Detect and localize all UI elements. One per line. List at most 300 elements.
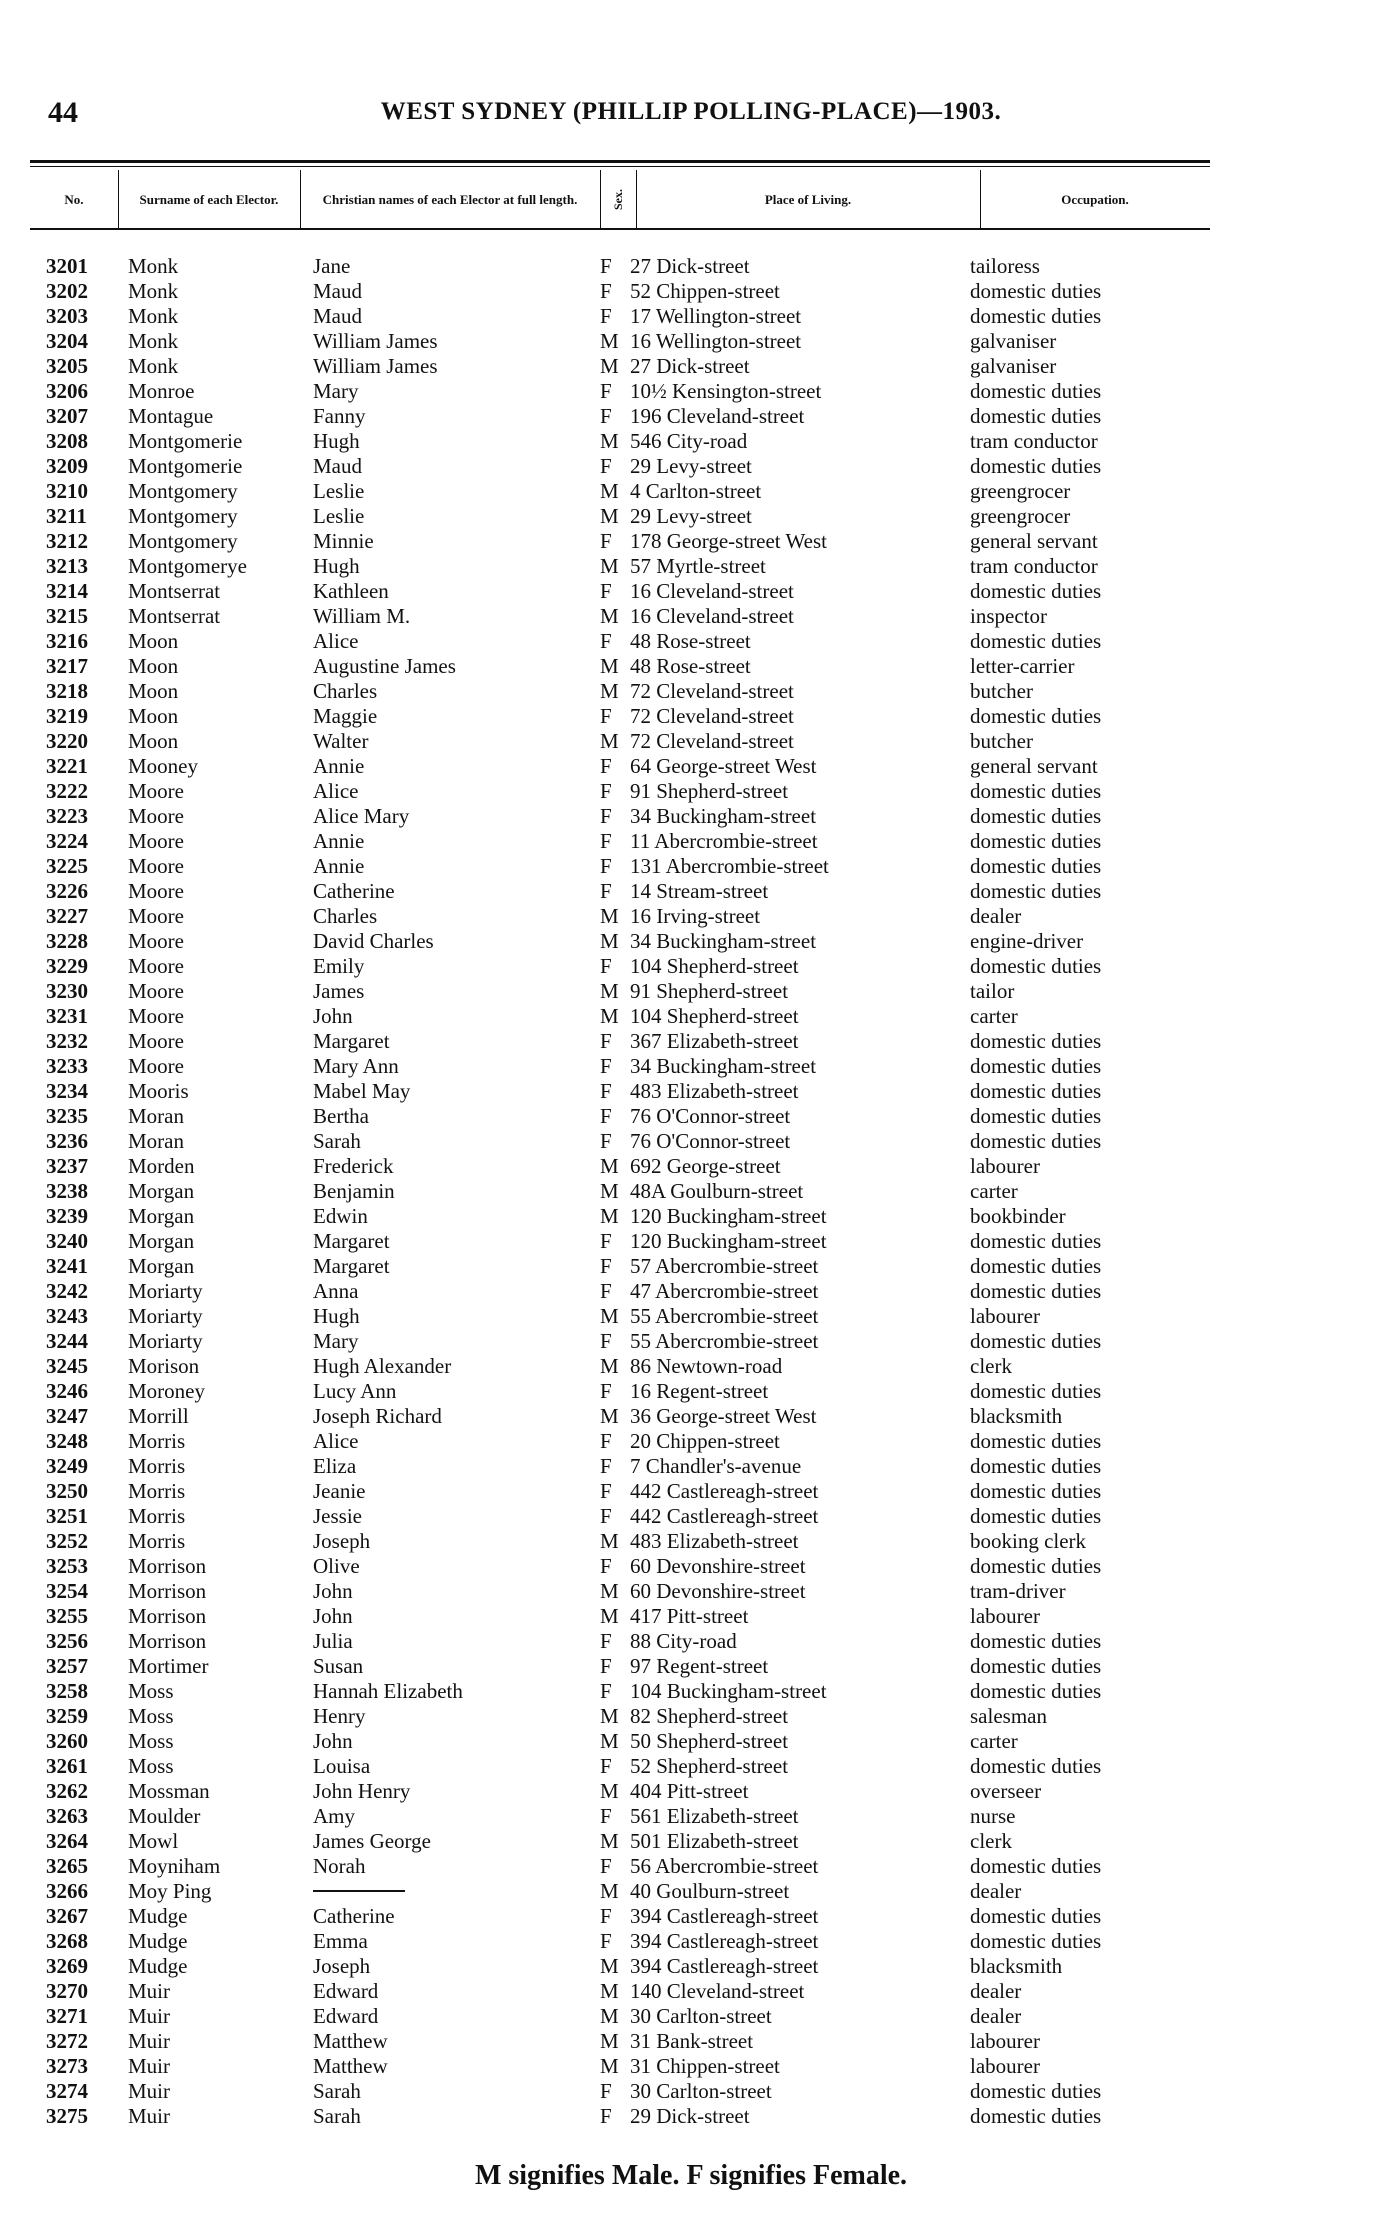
elector-sex: F xyxy=(600,379,612,403)
elector-surname: Morrison xyxy=(128,1579,207,1603)
table-row xyxy=(0,954,1382,979)
elector-surname: Monk xyxy=(128,354,179,378)
elector-occupation: butcher xyxy=(970,729,1033,753)
elector-number: 3269 xyxy=(46,1954,88,1978)
elector-christian-names: Jane xyxy=(313,254,351,278)
elector-place-of-living: 16 Wellington-street xyxy=(630,329,802,353)
elector-christian-names: Sarah xyxy=(313,2104,361,2128)
elector-christian-names: Edward xyxy=(313,2004,379,2028)
elector-occupation: domestic duties xyxy=(970,1679,1102,1703)
elector-occupation: domestic duties xyxy=(970,1054,1102,1078)
elector-surname: Monk xyxy=(128,254,179,278)
elector-sex: M xyxy=(600,1529,619,1553)
elector-christian-names: Joseph xyxy=(313,1954,371,1978)
elector-surname: Moore xyxy=(128,904,184,928)
elector-surname: Morris xyxy=(128,1529,186,1553)
elector-sex: M xyxy=(600,2029,619,2053)
elector-sex: M xyxy=(600,554,619,578)
elector-place-of-living: 48 Rose-street xyxy=(630,654,751,678)
elector-christian-names: Henry xyxy=(313,1704,366,1728)
table-row xyxy=(0,1604,1382,1629)
elector-place-of-living: 97 Regent-street xyxy=(630,1654,769,1678)
elector-place-of-living: 31 Chippen-street xyxy=(630,2054,780,2078)
elector-christian-names: Catherine xyxy=(313,1904,395,1928)
table-row xyxy=(0,1929,1382,1954)
table-row xyxy=(0,1204,1382,1229)
elector-number: 3228 xyxy=(46,929,88,953)
elector-sex: F xyxy=(600,1429,612,1453)
elector-number: 3236 xyxy=(46,1129,88,1153)
elector-christian-names: Maud xyxy=(313,454,362,478)
elector-occupation: letter-carrier xyxy=(970,654,1075,678)
elector-sex: F xyxy=(600,704,612,728)
table-row xyxy=(0,254,1382,279)
table-header xyxy=(30,170,1210,230)
elector-surname: Moore xyxy=(128,854,184,878)
elector-sex: M xyxy=(600,354,619,378)
table-row xyxy=(0,1304,1382,1329)
elector-number: 3262 xyxy=(46,1779,88,1803)
elector-christian-names: Annie xyxy=(313,854,365,878)
elector-sex: F xyxy=(600,1279,612,1303)
elector-sex: F xyxy=(600,1029,612,1053)
elector-occupation: tram conductor xyxy=(970,429,1098,453)
elector-christian-names: Walter xyxy=(313,729,369,753)
elector-christian-names: Emily xyxy=(313,954,365,978)
elector-occupation: domestic duties xyxy=(970,2079,1102,2103)
elector-sex: M xyxy=(600,1829,619,1853)
elector-place-of-living: 120 Buckingham-street xyxy=(630,1204,827,1228)
elector-surname: Morgan xyxy=(128,1204,195,1228)
elector-place-of-living: 692 George-street xyxy=(630,1154,781,1178)
elector-sex: F xyxy=(600,404,612,428)
elector-sex: M xyxy=(600,1729,619,1753)
elector-christian-names: Alice xyxy=(313,629,359,653)
elector-surname: Montgomery xyxy=(128,529,238,553)
table-row xyxy=(0,1254,1382,1279)
elector-surname: Morison xyxy=(128,1354,200,1378)
elector-place-of-living: 57 Abercrombie-street xyxy=(630,1254,819,1278)
elector-occupation: domestic duties xyxy=(970,1379,1102,1403)
table-row xyxy=(0,1504,1382,1529)
elector-sex: F xyxy=(600,1329,612,1353)
elector-surname: Muir xyxy=(128,1979,170,2003)
elector-place-of-living: 11 Abercrombie-street xyxy=(630,829,818,853)
elector-occupation: domestic duties xyxy=(970,1029,1102,1053)
elector-place-of-living: 29 Levy-street xyxy=(630,504,752,528)
elector-place-of-living: 48 Rose-street xyxy=(630,629,751,653)
elector-sex: M xyxy=(600,1004,619,1028)
elector-place-of-living: 178 George-street West xyxy=(630,529,827,553)
elector-occupation: labourer xyxy=(970,1604,1040,1628)
elector-occupation: domestic duties xyxy=(970,879,1102,903)
elector-place-of-living: 394 Castlereagh-street xyxy=(630,1904,819,1928)
elector-place-of-living: 394 Castlereagh-street xyxy=(630,1929,819,1953)
elector-surname: Moss xyxy=(128,1679,174,1703)
elector-occupation: galvaniser xyxy=(970,354,1057,378)
elector-christian-names: John xyxy=(313,1604,353,1628)
elector-sex: M xyxy=(600,1404,619,1428)
elector-christian-names: Margaret xyxy=(313,1229,390,1253)
elector-sex: F xyxy=(600,779,612,803)
top-rule xyxy=(30,160,1210,163)
elector-sex: M xyxy=(600,1979,619,2003)
elector-christian-names: Catherine xyxy=(313,879,395,903)
elector-sex: F xyxy=(600,1054,612,1078)
elector-occupation: domestic duties xyxy=(970,1254,1102,1278)
elector-number: 3231 xyxy=(46,1004,88,1028)
table-row xyxy=(0,429,1382,454)
elector-place-of-living: 91 Shepherd-street xyxy=(630,979,789,1003)
table-row xyxy=(0,1104,1382,1129)
elector-place-of-living: 16 Cleveland-street xyxy=(630,604,794,628)
elector-christian-names: Jeanie xyxy=(313,1479,366,1503)
elector-number: 3260 xyxy=(46,1729,88,1753)
elector-surname: Moriarty xyxy=(128,1329,203,1353)
table-row xyxy=(0,1029,1382,1054)
elector-christian-names: John Henry xyxy=(313,1779,411,1803)
table-row xyxy=(0,2104,1382,2129)
elector-occupation: greengrocer xyxy=(970,504,1071,528)
elector-christian-names: Edwin xyxy=(313,1204,368,1228)
elector-occupation: domestic duties xyxy=(970,1104,1102,1128)
elector-christian-names: Hannah Elizabeth xyxy=(313,1679,463,1703)
elector-surname: Muir xyxy=(128,2004,170,2028)
elector-sex: F xyxy=(600,1654,612,1678)
elector-surname: Moriarty xyxy=(128,1304,203,1328)
elector-sex: M xyxy=(600,1204,619,1228)
elector-surname: Muir xyxy=(128,2104,170,2128)
elector-sex: F xyxy=(600,1679,612,1703)
elector-surname: Moon xyxy=(128,654,179,678)
elector-number: 3212 xyxy=(46,529,88,553)
elector-place-of-living: 57 Myrtle-street xyxy=(630,554,766,578)
elector-occupation: salesman xyxy=(970,1704,1047,1728)
elector-number: 3258 xyxy=(46,1679,88,1703)
elector-surname: Moran xyxy=(128,1104,184,1128)
elector-place-of-living: 50 Shepherd-street xyxy=(630,1729,789,1753)
elector-christian-names: Alice xyxy=(313,1429,359,1453)
elector-place-of-living: 120 Buckingham-street xyxy=(630,1229,827,1253)
table-row xyxy=(0,1079,1382,1104)
elector-sex: F xyxy=(600,1379,612,1403)
elector-occupation: domestic duties xyxy=(970,1229,1102,1253)
elector-surname: Moyniham xyxy=(128,1854,221,1878)
elector-number: 3265 xyxy=(46,1854,88,1878)
elector-christian-names: Kathleen xyxy=(313,579,389,603)
elector-number: 3226 xyxy=(46,879,88,903)
table-row xyxy=(0,479,1382,504)
elector-occupation: domestic duties xyxy=(970,279,1102,303)
elector-christian-names: Edward xyxy=(313,1979,379,2003)
elector-christian-names: Emma xyxy=(313,1929,368,1953)
elector-number: 3266 xyxy=(46,1879,88,1903)
table-row xyxy=(0,704,1382,729)
elector-number: 3214 xyxy=(46,579,88,603)
elector-surname: Montgomery xyxy=(128,479,238,503)
table-row xyxy=(0,579,1382,604)
elector-number: 3274 xyxy=(46,2079,88,2103)
elector-place-of-living: 367 Elizabeth-street xyxy=(630,1029,799,1053)
elector-number: 3264 xyxy=(46,1829,88,1853)
elector-sex: F xyxy=(600,1454,612,1478)
footer-note: M signifies Male. F signifies Female. xyxy=(474,2160,908,2191)
elector-christian-names: Hugh xyxy=(313,429,360,453)
table-row xyxy=(0,929,1382,954)
elector-occupation: domestic duties xyxy=(970,1129,1102,1153)
elector-christian-names: William James xyxy=(313,329,438,353)
elector-occupation: domestic duties xyxy=(970,704,1102,728)
elector-number: 3207 xyxy=(46,404,88,428)
header-christian-names: Christian names of each Elector at full length. xyxy=(300,170,601,228)
elector-place-of-living: 16 Irving-street xyxy=(630,904,761,928)
elector-place-of-living: 31 Bank-street xyxy=(630,2029,754,2053)
elector-occupation: dealer xyxy=(970,2004,1022,2028)
elector-surname: Moore xyxy=(128,929,184,953)
elector-number: 3213 xyxy=(46,554,88,578)
elector-christian-names: Mary xyxy=(313,1329,359,1353)
elector-surname: Moriarty xyxy=(128,1279,203,1303)
elector-sex: F xyxy=(600,1229,612,1253)
elector-occupation: domestic duties xyxy=(970,1654,1102,1678)
elector-occupation: labourer xyxy=(970,1304,1040,1328)
elector-place-of-living: 16 Cleveland-street xyxy=(630,579,794,603)
elector-sex: F xyxy=(600,1104,612,1128)
elector-sex: M xyxy=(600,504,619,528)
elector-sex: F xyxy=(600,1554,612,1578)
elector-surname: Montague xyxy=(128,404,214,428)
elector-occupation: domestic duties xyxy=(970,1329,1102,1353)
elector-number: 3210 xyxy=(46,479,88,503)
elector-sex: F xyxy=(600,579,612,603)
elector-number: 3238 xyxy=(46,1179,88,1203)
elector-number: 3275 xyxy=(46,2104,88,2128)
table-row xyxy=(0,2029,1382,2054)
elector-christian-names: James xyxy=(313,979,365,1003)
elector-sex: M xyxy=(600,929,619,953)
elector-number: 3235 xyxy=(46,1104,88,1128)
table-row xyxy=(0,2054,1382,2079)
elector-christian-names: Charles xyxy=(313,679,378,703)
elector-number: 3234 xyxy=(46,1079,88,1103)
elector-number: 3230 xyxy=(46,979,88,1003)
elector-place-of-living: 64 George-street West xyxy=(630,754,817,778)
elector-sex: F xyxy=(600,629,612,653)
elector-rows xyxy=(0,254,1382,2129)
elector-number: 3267 xyxy=(46,1904,88,1928)
elector-christian-names: Lucy Ann xyxy=(313,1379,397,1403)
elector-surname: Morris xyxy=(128,1479,186,1503)
elector-christian-names: Julia xyxy=(313,1629,353,1653)
elector-christian-names: John xyxy=(313,1579,353,1603)
elector-number: 3224 xyxy=(46,829,88,853)
elector-surname: Mossman xyxy=(128,1779,210,1803)
table-row xyxy=(0,804,1382,829)
elector-christian-names: Hugh xyxy=(313,554,360,578)
table-row xyxy=(0,1054,1382,1079)
elector-place-of-living: 34 Buckingham-street xyxy=(630,929,817,953)
elector-christian-names: James George xyxy=(313,1829,431,1853)
elector-surname: Mudge xyxy=(128,1904,188,1928)
table-row xyxy=(0,1529,1382,1554)
elector-occupation: dealer xyxy=(970,1979,1022,2003)
elector-occupation: domestic duties xyxy=(970,1454,1102,1478)
elector-place-of-living: 27 Dick-street xyxy=(630,254,750,278)
elector-place-of-living: 72 Cleveland-street xyxy=(630,679,794,703)
elector-surname: Moore xyxy=(128,829,184,853)
elector-number: 3229 xyxy=(46,954,88,978)
elector-occupation: general servant xyxy=(970,529,1098,553)
elector-number: 3233 xyxy=(46,1054,88,1078)
elector-place-of-living: 86 Newtown-road xyxy=(630,1354,783,1378)
elector-number: 3211 xyxy=(46,504,87,528)
elector-surname: Montserrat xyxy=(128,604,221,628)
elector-occupation: butcher xyxy=(970,679,1033,703)
elector-surname: Morgan xyxy=(128,1179,195,1203)
elector-surname: Moss xyxy=(128,1704,174,1728)
elector-number: 3222 xyxy=(46,779,88,803)
elector-place-of-living: 483 Elizabeth-street xyxy=(630,1529,799,1553)
elector-place-of-living: 20 Chippen-street xyxy=(630,1429,780,1453)
elector-occupation: booking clerk xyxy=(970,1529,1087,1553)
elector-surname: Moy Ping xyxy=(128,1879,212,1903)
table-row xyxy=(0,1454,1382,1479)
table-row xyxy=(0,404,1382,429)
elector-sex: M xyxy=(600,1779,619,1803)
elector-occupation: galvaniser xyxy=(970,329,1057,353)
elector-number: 3246 xyxy=(46,1379,88,1403)
elector-sex: M xyxy=(600,679,619,703)
elector-occupation: domestic duties xyxy=(970,1479,1102,1503)
elector-occupation: clerk xyxy=(970,1829,1012,1853)
header-occupation: Occupation. xyxy=(1061,191,1129,207)
elector-sex: M xyxy=(600,2054,619,2078)
elector-occupation: domestic duties xyxy=(970,854,1102,878)
elector-place-of-living: 34 Buckingham-street xyxy=(630,1054,817,1078)
elector-christian-names: Alice Mary xyxy=(313,804,410,828)
elector-sex: F xyxy=(600,1754,612,1778)
elector-surname: Morrill xyxy=(128,1404,189,1428)
elector-number: 3253 xyxy=(46,1554,88,1578)
elector-number: 3221 xyxy=(46,754,88,778)
elector-number: 3203 xyxy=(46,304,88,328)
elector-place-of-living: 30 Carlton-street xyxy=(630,2079,772,2103)
elector-place-of-living: 88 City-road xyxy=(630,1629,737,1653)
table-row xyxy=(0,354,1382,379)
elector-christian-names: Leslie xyxy=(313,504,365,528)
elector-number: 3217 xyxy=(46,654,88,678)
elector-sex: M xyxy=(600,1879,619,1903)
elector-number: 3257 xyxy=(46,1654,88,1678)
elector-number: 3209 xyxy=(46,454,88,478)
table-row xyxy=(0,1404,1382,1429)
elector-place-of-living: 29 Dick-street xyxy=(630,2104,750,2128)
elector-sex: M xyxy=(600,979,619,1003)
elector-sex: F xyxy=(600,829,612,853)
elector-number: 3256 xyxy=(46,1629,88,1653)
table-row xyxy=(0,979,1382,1004)
table-row xyxy=(0,504,1382,529)
elector-surname: Mudge xyxy=(128,1929,188,1953)
elector-place-of-living: 72 Cleveland-street xyxy=(630,704,794,728)
elector-surname: Moon xyxy=(128,704,179,728)
elector-christian-names: David Charles xyxy=(313,929,434,953)
elector-surname: Mudge xyxy=(128,1954,188,1978)
elector-sex: F xyxy=(600,1904,612,1928)
elector-place-of-living: 40 Goulburn-street xyxy=(630,1879,790,1903)
elector-christian-names: Fanny xyxy=(313,404,366,428)
table-row xyxy=(0,629,1382,654)
elector-surname: Moran xyxy=(128,1129,184,1153)
table-row xyxy=(0,1629,1382,1654)
elector-surname: Moon xyxy=(128,629,179,653)
elector-occupation: domestic duties xyxy=(970,1079,1102,1103)
table-row xyxy=(0,279,1382,304)
elector-number: 3270 xyxy=(46,1979,88,2003)
table-row xyxy=(0,554,1382,579)
table-row xyxy=(0,1179,1382,1204)
table-row xyxy=(0,1279,1382,1304)
table-row xyxy=(0,1854,1382,1879)
elector-occupation: carter xyxy=(970,1004,1018,1028)
page-number: 44 xyxy=(48,96,78,129)
elector-occupation: blacksmith xyxy=(970,1404,1063,1428)
elector-place-of-living: 60 Devonshire-street xyxy=(630,1554,806,1578)
elector-place-of-living: 72 Cleveland-street xyxy=(630,729,794,753)
elector-place-of-living: 546 City-road xyxy=(630,429,748,453)
elector-surname: Morrison xyxy=(128,1554,207,1578)
elector-sex: F xyxy=(600,279,612,303)
table-row xyxy=(0,529,1382,554)
elector-place-of-living: 52 Chippen-street xyxy=(630,279,780,303)
elector-sex: F xyxy=(600,1129,612,1153)
elector-surname: Morris xyxy=(128,1454,186,1478)
elector-place-of-living: 30 Carlton-street xyxy=(630,2004,772,2028)
elector-occupation: labourer xyxy=(970,2054,1040,2078)
elector-surname: Moss xyxy=(128,1729,174,1753)
elector-surname: Moore xyxy=(128,1004,184,1028)
elector-surname: Moore xyxy=(128,979,184,1003)
elector-sex: F xyxy=(600,1854,612,1878)
elector-christian-names: John xyxy=(313,1729,353,1753)
table-row xyxy=(0,1004,1382,1029)
elector-christian-names: Margaret xyxy=(313,1254,390,1278)
elector-sex: F xyxy=(600,804,612,828)
elector-number: 3244 xyxy=(46,1329,88,1353)
table-row xyxy=(0,829,1382,854)
elector-number: 3232 xyxy=(46,1029,88,1053)
elector-christian-names: Margaret xyxy=(313,1029,390,1053)
elector-sex: F xyxy=(600,1929,612,1953)
elector-number: 3208 xyxy=(46,429,88,453)
elector-christian-names: Alice xyxy=(313,779,359,803)
table-row xyxy=(0,1154,1382,1179)
table-row xyxy=(0,1429,1382,1454)
table-row xyxy=(0,1229,1382,1254)
elector-sex: F xyxy=(600,1629,612,1653)
elector-place-of-living: 60 Devonshire-street xyxy=(630,1579,806,1603)
elector-christian-names: Mabel May xyxy=(313,1079,411,1103)
elector-occupation: domestic duties xyxy=(970,1854,1102,1878)
elector-number: 3255 xyxy=(46,1604,88,1628)
elector-sex: M xyxy=(600,654,619,678)
elector-christian-names: Bertha xyxy=(313,1104,369,1128)
elector-surname: Moss xyxy=(128,1754,174,1778)
elector-number: 3202 xyxy=(46,279,88,303)
table-row xyxy=(0,1479,1382,1504)
elector-surname: Montgomery xyxy=(128,504,238,528)
elector-place-of-living: 27 Dick-street xyxy=(630,354,750,378)
